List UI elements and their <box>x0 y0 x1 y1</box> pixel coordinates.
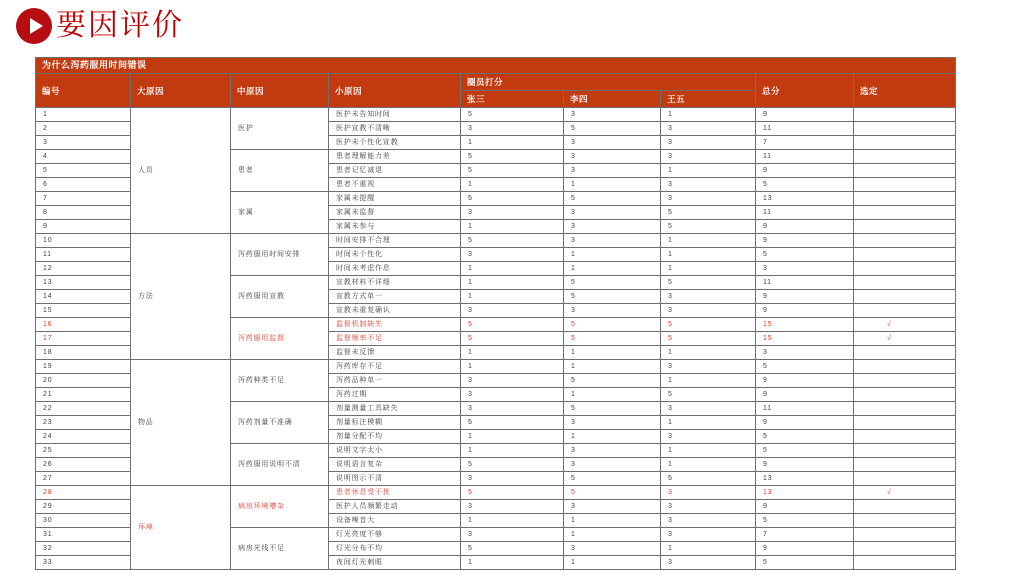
cell-score-李四: 1 <box>564 430 661 444</box>
cell-score-李四: 5 <box>564 472 661 486</box>
cell-score-李四: 3 <box>564 164 661 178</box>
cell-score-李四: 1 <box>564 388 661 402</box>
cell-selected <box>854 500 956 514</box>
cell-score-张三: 3 <box>461 304 564 318</box>
cell-score-李四: 5 <box>564 276 661 290</box>
cell-number: 18 <box>36 346 131 360</box>
cell-major-cause: 物品 <box>131 360 231 486</box>
cell-selected <box>854 150 956 164</box>
table-row <box>36 234 956 248</box>
cell-total: 11 <box>756 206 854 220</box>
cell-number: 15 <box>36 304 131 318</box>
col-header-score-group: 圈员打分 <box>461 74 756 91</box>
cell-selected <box>854 416 956 430</box>
cell-number: 12 <box>36 262 131 276</box>
cell-number: 16 <box>36 318 131 332</box>
cell-total: 5 <box>756 360 854 374</box>
cell-total: 5 <box>756 514 854 528</box>
cell-minor-cause: 剂量标注模糊 <box>329 416 461 430</box>
cell-score-李四: 5 <box>564 486 661 500</box>
table-caption: 为什么泻药服用时间错误 <box>36 58 956 74</box>
table-row <box>36 360 956 374</box>
cell-number: 25 <box>36 444 131 458</box>
cell-minor-cause: 夜间灯光刺眼 <box>329 556 461 570</box>
cell-score-张三: 1 <box>461 178 564 192</box>
cell-minor-cause: 医护未个性化宣教 <box>329 136 461 150</box>
cell-score-李四: 3 <box>564 458 661 472</box>
cell-selected <box>854 542 956 556</box>
cell-number: 26 <box>36 458 131 472</box>
check-mark: √ <box>887 321 892 328</box>
cell-score-张三: 3 <box>461 374 564 388</box>
cell-selected <box>854 402 956 416</box>
cell-number: 33 <box>36 556 131 570</box>
cell-total: 15 <box>756 318 854 332</box>
cell-minor-cause: 监督机制缺失 <box>329 318 461 332</box>
cell-total: 15 <box>756 332 854 346</box>
cell-total: 5 <box>756 248 854 262</box>
cell-total: 9 <box>756 234 854 248</box>
cell-total: 9 <box>756 388 854 402</box>
cell-score-王五: 5 <box>661 276 756 290</box>
cell-minor-cause: 时间安排不合理 <box>329 234 461 248</box>
cell-score-王五: 5 <box>661 220 756 234</box>
cell-selected <box>854 248 956 262</box>
col-header-1: 大原因 <box>131 74 231 108</box>
cell-score-李四: 1 <box>564 262 661 276</box>
cell-minor-cause: 监督未反馈 <box>329 346 461 360</box>
cell-score-张三: 3 <box>461 248 564 262</box>
cell-selected <box>854 122 956 136</box>
cell-total: 7 <box>756 528 854 542</box>
cell-selected <box>854 514 956 528</box>
cell-major-cause: 环境 <box>131 486 231 570</box>
cell-score-李四: 5 <box>564 402 661 416</box>
cell-number: 19 <box>36 360 131 374</box>
cell-selected <box>854 234 956 248</box>
cell-score-张三: 5 <box>461 192 564 206</box>
cell-score-王五: 1 <box>661 248 756 262</box>
play-triangle-icon <box>30 18 43 34</box>
cell-total: 5 <box>756 178 854 192</box>
col-header-selected: 选定 <box>854 74 956 108</box>
cell-score-李四: 1 <box>564 528 661 542</box>
page-title: 要因评价 <box>56 9 184 42</box>
cell-score-王五: 3 <box>661 402 756 416</box>
cell-mid-cause: 患者 <box>231 150 329 192</box>
cell-score-李四: 1 <box>564 346 661 360</box>
table-body <box>36 108 956 570</box>
cell-minor-cause: 监督频率不足 <box>329 332 461 346</box>
cell-score-李四: 1 <box>564 556 661 570</box>
cell-mid-cause: 病房环境嘈杂 <box>231 486 329 528</box>
evaluation-table-wrap <box>35 57 955 570</box>
cell-score-张三: 1 <box>461 360 564 374</box>
cell-score-王五: 1 <box>661 542 756 556</box>
cell-score-王五: 1 <box>661 346 756 360</box>
cell-minor-cause: 剂量分配不均 <box>329 430 461 444</box>
table-header <box>36 58 956 108</box>
cell-total: 9 <box>756 220 854 234</box>
cell-score-张三: 3 <box>461 500 564 514</box>
cell-score-张三: 5 <box>461 458 564 472</box>
cell-score-张三: 3 <box>461 122 564 136</box>
play-icon <box>16 8 52 44</box>
cell-number: 30 <box>36 514 131 528</box>
evaluation-table <box>35 57 956 570</box>
cell-mid-cause: 泻药服用监督 <box>231 318 329 360</box>
cell-number: 9 <box>36 220 131 234</box>
cell-score-张三: 5 <box>461 542 564 556</box>
cell-score-李四: 5 <box>564 318 661 332</box>
cell-number: 14 <box>36 290 131 304</box>
cell-score-王五: 1 <box>661 108 756 122</box>
cell-score-张三: 3 <box>461 402 564 416</box>
cell-score-王五: 3 <box>661 514 756 528</box>
cell-score-李四: 3 <box>564 136 661 150</box>
cell-total: 9 <box>756 458 854 472</box>
cell-mid-cause: 家属 <box>231 192 329 234</box>
cell-score-张三: 3 <box>461 206 564 220</box>
cell-score-李四: 3 <box>564 234 661 248</box>
cell-total: 3 <box>756 346 854 360</box>
cell-minor-cause: 剂量测量工具缺失 <box>329 402 461 416</box>
cell-total: 9 <box>756 500 854 514</box>
cell-score-李四: 5 <box>564 122 661 136</box>
cell-selected <box>854 430 956 444</box>
cell-number: 5 <box>36 164 131 178</box>
cell-minor-cause: 设备噪音大 <box>329 514 461 528</box>
cell-score-李四: 1 <box>564 514 661 528</box>
col-header-total: 总分 <box>756 74 854 108</box>
col-header-member-0: 张三 <box>461 91 564 108</box>
cell-major-cause: 人员 <box>131 108 231 234</box>
cell-number: 22 <box>36 402 131 416</box>
cell-minor-cause: 说明语言复杂 <box>329 458 461 472</box>
cell-total: 5 <box>756 556 854 570</box>
cell-selected <box>854 388 956 402</box>
col-header-3: 小原因 <box>329 74 461 108</box>
cell-minor-cause: 医护未告知时间 <box>329 108 461 122</box>
col-header-0: 编号 <box>36 74 131 108</box>
cell-selected <box>854 318 956 332</box>
cell-total: 9 <box>756 542 854 556</box>
cell-number: 10 <box>36 234 131 248</box>
cell-selected <box>854 164 956 178</box>
cell-score-张三: 1 <box>461 290 564 304</box>
cell-score-王五: 3 <box>661 556 756 570</box>
cell-score-李四: 3 <box>564 220 661 234</box>
cell-score-王五: 3 <box>661 122 756 136</box>
cell-score-王五: 3 <box>661 360 756 374</box>
cell-score-张三: 1 <box>461 346 564 360</box>
cell-score-张三: 1 <box>461 220 564 234</box>
check-mark: √ <box>887 335 892 342</box>
cell-mid-cause: 泻药种类不足 <box>231 360 329 402</box>
cell-score-张三: 5 <box>461 234 564 248</box>
cell-minor-cause: 患者理解能力差 <box>329 150 461 164</box>
cell-selected <box>854 220 956 234</box>
cell-score-王五: 3 <box>661 528 756 542</box>
cell-total: 9 <box>756 164 854 178</box>
col-header-2: 中原因 <box>231 74 329 108</box>
cell-score-王五: 5 <box>661 318 756 332</box>
table-row <box>36 108 956 122</box>
cell-score-张三: 1 <box>461 262 564 276</box>
cell-score-王五: 3 <box>661 290 756 304</box>
cell-number: 24 <box>36 430 131 444</box>
cell-total: 13 <box>756 472 854 486</box>
cell-score-张三: 5 <box>461 164 564 178</box>
cell-selected <box>854 528 956 542</box>
cell-selected <box>854 290 956 304</box>
cell-total: 11 <box>756 122 854 136</box>
cell-minor-cause: 患者不重视 <box>329 178 461 192</box>
cell-selected <box>854 374 956 388</box>
cell-total: 9 <box>756 416 854 430</box>
cell-mid-cause: 医护 <box>231 108 329 150</box>
cell-selected <box>854 444 956 458</box>
cell-score-王五: 1 <box>661 458 756 472</box>
cell-minor-cause: 灯光分布不均 <box>329 542 461 556</box>
cell-number: 3 <box>36 136 131 150</box>
cell-score-王五: 3 <box>661 150 756 164</box>
col-header-member-2: 王五 <box>661 91 756 108</box>
cell-score-王五: 3 <box>661 192 756 206</box>
cell-score-李四: 3 <box>564 416 661 430</box>
cell-score-张三: 1 <box>461 430 564 444</box>
cell-minor-cause: 泻药库存不足 <box>329 360 461 374</box>
cell-score-张三: 5 <box>461 332 564 346</box>
cell-number: 27 <box>36 472 131 486</box>
cell-minor-cause: 泻药品种单一 <box>329 374 461 388</box>
cell-selected <box>854 136 956 150</box>
cell-score-王五: 1 <box>661 234 756 248</box>
cell-minor-cause: 灯光亮度不够 <box>329 528 461 542</box>
cell-number: 28 <box>36 486 131 500</box>
cell-number: 1 <box>36 108 131 122</box>
cell-score-张三: 1 <box>461 276 564 290</box>
header-row-1 <box>36 74 956 91</box>
cell-score-张三: 3 <box>461 528 564 542</box>
cell-score-李四: 1 <box>564 248 661 262</box>
cell-score-李四: 3 <box>564 206 661 220</box>
check-mark: √ <box>887 489 892 496</box>
cell-minor-cause: 宣教材料不详细 <box>329 276 461 290</box>
slide-title-bar <box>16 8 184 44</box>
cell-mid-cause: 泻药剂量不准确 <box>231 402 329 444</box>
cell-total: 9 <box>756 290 854 304</box>
cell-score-李四: 1 <box>564 360 661 374</box>
cell-score-李四: 5 <box>564 374 661 388</box>
cell-selected <box>854 108 956 122</box>
cell-total: 3 <box>756 262 854 276</box>
cell-selected <box>854 276 956 290</box>
col-header-member-1: 李四 <box>564 91 661 108</box>
cell-minor-cause: 时间未个性化 <box>329 248 461 262</box>
cell-minor-cause: 宣教方式单一 <box>329 290 461 304</box>
cell-score-王五: 1 <box>661 444 756 458</box>
cell-selected <box>854 360 956 374</box>
cell-score-王五: 3 <box>661 486 756 500</box>
cell-score-张三: 1 <box>461 514 564 528</box>
cell-minor-cause: 说明图示不清 <box>329 472 461 486</box>
cell-number: 4 <box>36 150 131 164</box>
cell-selected <box>854 304 956 318</box>
cell-number: 32 <box>36 542 131 556</box>
cell-total: 13 <box>756 192 854 206</box>
cell-score-王五: 5 <box>661 388 756 402</box>
cell-number: 7 <box>36 192 131 206</box>
cell-score-张三: 3 <box>461 388 564 402</box>
cell-mid-cause: 泻药服用说明不清 <box>231 444 329 486</box>
cell-total: 11 <box>756 150 854 164</box>
cell-total: 9 <box>756 108 854 122</box>
cell-selected <box>854 458 956 472</box>
cell-score-李四: 3 <box>564 542 661 556</box>
cell-total: 5 <box>756 430 854 444</box>
cell-number: 11 <box>36 248 131 262</box>
cell-score-张三: 5 <box>461 486 564 500</box>
cell-score-王五: 3 <box>661 178 756 192</box>
cell-selected <box>854 262 956 276</box>
cell-minor-cause: 家属未提醒 <box>329 192 461 206</box>
table-row <box>36 486 956 500</box>
cell-major-cause: 方法 <box>131 234 231 360</box>
cell-score-李四: 5 <box>564 290 661 304</box>
cell-total: 11 <box>756 276 854 290</box>
cell-selected <box>854 472 956 486</box>
cell-selected <box>854 178 956 192</box>
cell-score-李四: 5 <box>564 332 661 346</box>
cell-score-张三: 1 <box>461 136 564 150</box>
cell-score-张三: 1 <box>461 556 564 570</box>
cell-score-王五: 5 <box>661 472 756 486</box>
cell-score-张三: 1 <box>461 444 564 458</box>
cell-number: 29 <box>36 500 131 514</box>
cell-score-王五: 1 <box>661 262 756 276</box>
cell-minor-cause: 时间未考虑作息 <box>329 262 461 276</box>
cell-score-王五: 3 <box>661 500 756 514</box>
cell-selected <box>854 346 956 360</box>
cell-number: 20 <box>36 374 131 388</box>
cell-score-王五: 1 <box>661 416 756 430</box>
cell-score-李四: 5 <box>564 192 661 206</box>
cell-total: 13 <box>756 486 854 500</box>
cell-number: 8 <box>36 206 131 220</box>
cell-score-张三: 5 <box>461 150 564 164</box>
cell-score-李四: 3 <box>564 500 661 514</box>
cell-selected <box>854 192 956 206</box>
cell-minor-cause: 患者休息受干扰 <box>329 486 461 500</box>
cell-minor-cause: 家属未监督 <box>329 206 461 220</box>
cell-total: 11 <box>756 402 854 416</box>
cell-selected <box>854 556 956 570</box>
cell-minor-cause: 医护宣教不清晰 <box>329 122 461 136</box>
cell-score-王五: 5 <box>661 332 756 346</box>
cell-score-张三: 3 <box>461 472 564 486</box>
cell-number: 17 <box>36 332 131 346</box>
cell-number: 2 <box>36 122 131 136</box>
cell-score-王五: 3 <box>661 304 756 318</box>
cell-score-张三: 5 <box>461 108 564 122</box>
cell-total: 5 <box>756 444 854 458</box>
cell-minor-cause: 家属未参与 <box>329 220 461 234</box>
cell-score-李四: 3 <box>564 108 661 122</box>
cell-score-王五: 5 <box>661 206 756 220</box>
cell-mid-cause: 泻药服用时间安排 <box>231 234 329 276</box>
table-caption-row <box>36 58 956 74</box>
cell-total: 7 <box>756 136 854 150</box>
cell-minor-cause: 泻药过期 <box>329 388 461 402</box>
cell-number: 21 <box>36 388 131 402</box>
cell-minor-cause: 患者记忆减退 <box>329 164 461 178</box>
cell-minor-cause: 医护人员频繁走动 <box>329 500 461 514</box>
cell-selected <box>854 332 956 346</box>
cell-score-李四: 3 <box>564 304 661 318</box>
cell-number: 6 <box>36 178 131 192</box>
cell-score-李四: 3 <box>564 150 661 164</box>
cell-score-王五: 3 <box>661 136 756 150</box>
cell-score-李四: 1 <box>564 178 661 192</box>
cell-score-张三: 5 <box>461 416 564 430</box>
cell-score-李四: 3 <box>564 444 661 458</box>
cell-selected <box>854 206 956 220</box>
cell-score-王五: 1 <box>661 164 756 178</box>
cell-minor-cause: 宣教未重复确认 <box>329 304 461 318</box>
cell-selected <box>854 486 956 500</box>
cell-mid-cause: 泻药服用宣教 <box>231 276 329 318</box>
cell-number: 23 <box>36 416 131 430</box>
cell-score-王五: 1 <box>661 374 756 388</box>
cell-total: 9 <box>756 374 854 388</box>
cell-number: 13 <box>36 276 131 290</box>
cell-number: 31 <box>36 528 131 542</box>
cell-score-张三: 5 <box>461 318 564 332</box>
cell-minor-cause: 说明文字太小 <box>329 444 461 458</box>
cell-score-王五: 3 <box>661 430 756 444</box>
cell-mid-cause: 病房光线不足 <box>231 528 329 570</box>
cell-total: 9 <box>756 304 854 318</box>
